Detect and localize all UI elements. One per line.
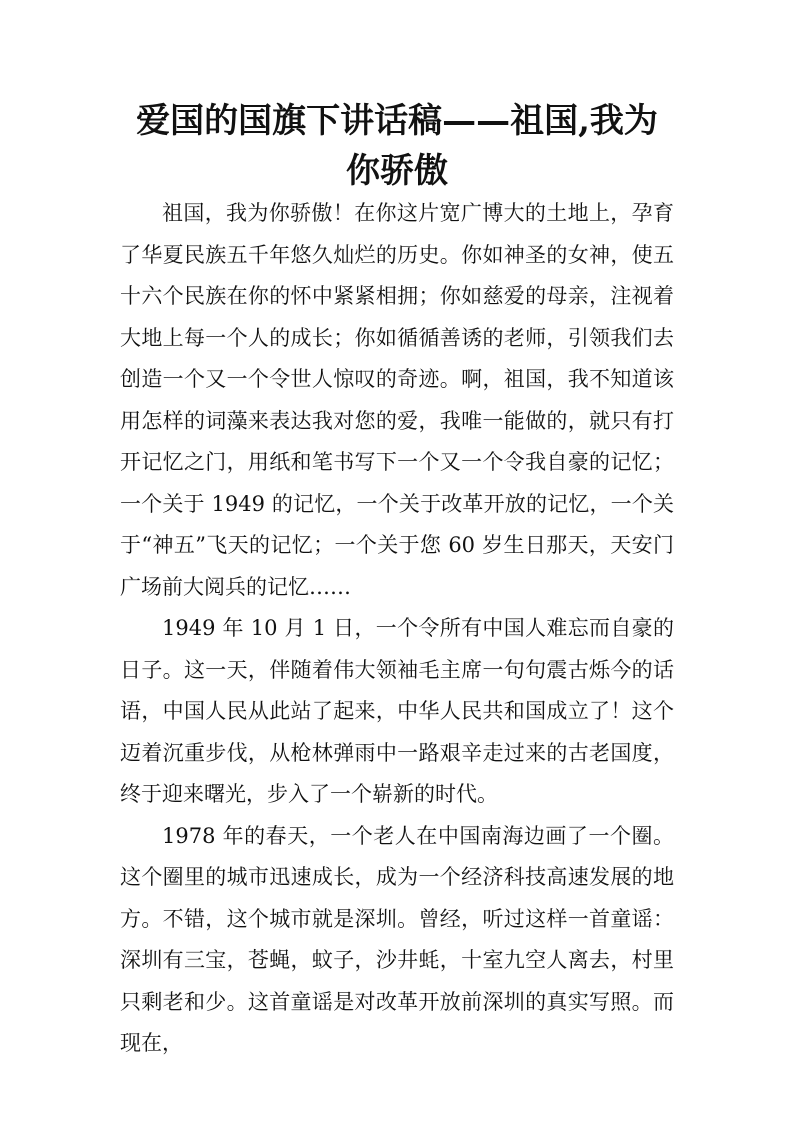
paragraph-2: 1949 年 10 月 1 日，一个令所有中国人难忘而自豪的日子。这一天，伴随着伟大领袖毛主席一句句震古烁今的话语，中国人民从此站了起来，中华人民共和国成立了！这个迈着沉重步伐，从枪林弹雨中一路艰辛走过来的古老国度，终于迎来曙光，步入了一个崭新的时代。 (120, 616, 674, 806)
document-title: 爱国的国旗下讲话稿——祖国,我为你骄傲 (136, 101, 658, 191)
document-body (120, 193, 674, 1065)
paragraph-3: 1978 年的春天，一个老人在中国南海边画了一个圈。这个圈里的城市迅速成长，成为一个经济科技高速发展的地方。不错，这个城市就是深圳。曾经，听过这样一首童谣：深圳有三宝，苍蝇，蚊子，沙井蚝，十室九空人离去，村里只剩老和少。这首童谣是对改革开放前深圳的真实写照。而现在， (120, 823, 674, 1055)
paragraph-1: 祖国，我为你骄傲！在你这片宽广博大的土地上，孕育了华夏民族五千年悠久灿烂的历史。你如神圣的女神，使五十六个民族在你的怀中紧紧相拥；你如慈爱的母亲，注视着大地上每一个人的成长；你如循循善诱的老师，引领我们去创造一个又一个令世人惊叹的奇迹。啊，祖国，我不知道该用怎样的词藻来表达我对您的爱，我唯一能做的，就只有打开记忆之门，用纸和笔书写下一个又一个令我自豪的记忆；一个关于 1949 的记忆，一个关于改革开放的记忆，一个关于“神五”飞天的记忆；一个关于您 60 岁生日那天，天安门广场前大阅兵的记忆…… (120, 201, 674, 599)
